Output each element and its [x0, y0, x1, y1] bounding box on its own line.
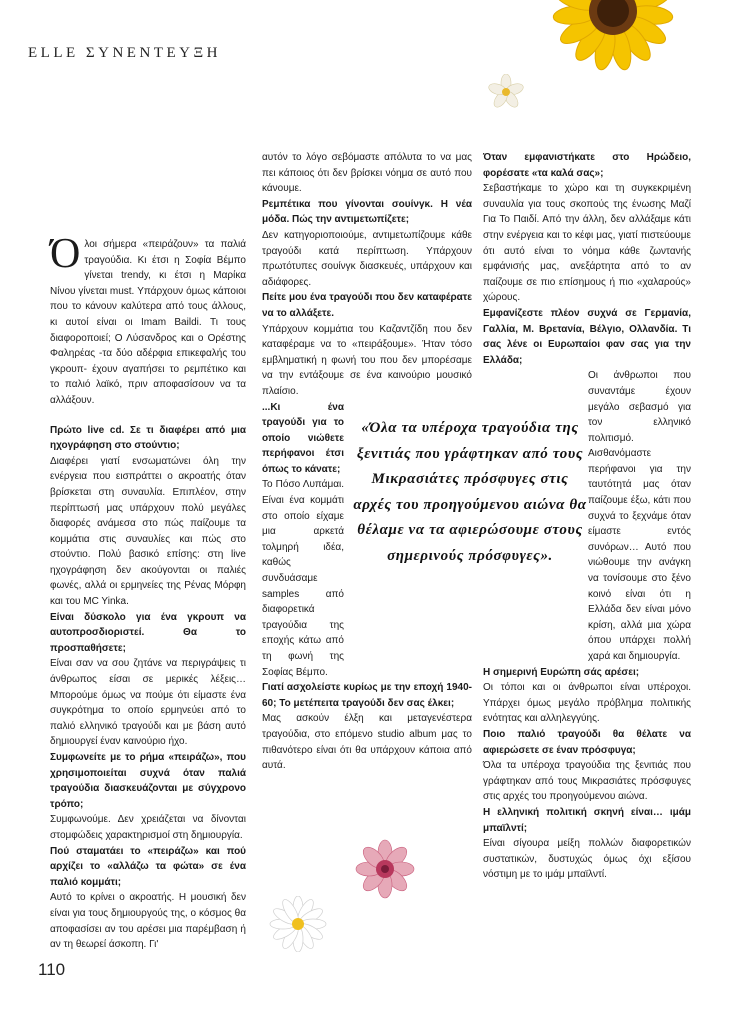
answer: Είναι σαν να σου ζητάνε να περιγράψεις τι άνθρωπος είσαι σε μερικές λέξεις… Μπορούμε όμως να πούμε ότι είμαστε ένα συγκρότημα το οποίο ερμηνεύει από το παλιό ελληνικό τραγούδι και με βάση αυτό δημιουργεί έναν καινούριο ήχο.	[50, 658, 246, 748]
daisy-image	[262, 896, 334, 952]
article-column-1	[50, 231, 246, 953]
answer: Μας ασκούν έλξη και μεταγενέστερα τραγούδια, στο επόμενο studio album μας το πιθανότερο είναι ότι θα υπάρχουν κάποια από αυτά.	[262, 713, 472, 772]
answer: Οι άνθρωποι που συναντάμε έχουν μεγάλο σεβασμό για τον ελληνικό πολιτισμό. Αισθανόμαστε περήφανοι για την ταυτότητά μας όταν παίζουμε έξω, κάτι που συχνά το ξεχνάμε όταν είμαστε εντός συνόρων… Αυτό που νιώθουμε την ανάγκη να τονίσουμε στο ξένο κοινό είναι ότι η Ελλάδα δεν είναι μόνο κρίση, αλλά μια χώρα όπου υπάρχει πολλή χαρά και δημιουργία.	[483, 368, 691, 664]
pink-flower-image	[354, 838, 416, 900]
intro-paragraph	[50, 231, 246, 409]
section-header: ELLE ΣΥΝΕΝΤΕΥΞΗ	[28, 45, 221, 61]
question: Πρώτο live cd. Σε τι διαφέρει από μια ηχογράφηση στο στούντιο;	[50, 424, 246, 452]
answer: Είναι σίγουρα μείξη πολλών διαφορετικών συστατικών, δυστυχώς όμως όχι εξίσου νόστιμη με το ιμάμ μπαϊλντί.	[483, 838, 691, 881]
question: Όταν εμφανιστήκατε στο Ηρώδειο, φορέσατε «τα καλά σας»;	[483, 152, 691, 179]
question: Η σημερινή Ευρώπη σάς αρέσει;	[483, 666, 640, 678]
question: Η ελληνική πολιτική σκηνή είναι… ιμάμ μπαϊλντί;	[483, 806, 691, 834]
answer: Σεβαστήκαμε το χώρο και τη συγκεκριμένη συναυλία για τους σκοπούς της ένωσης Μαζί Για Το Παιδί. Από την άλλη, δεν αλλάξαμε κάτι στην ενέργεια και το κέφι μας, γιατί πιστεύουμε ότι αυτό είναι το νόημα κάθε ζωντανής εμφάνισής μας, ανεξάρτητα από το αν παίζουμε σε πιο επίσημους ή πιο «χαλαρούς» χώρους.	[483, 183, 691, 304]
sunflower-image	[538, 0, 688, 76]
answer: Όλα τα υπέροχα τραγούδια της ξενιτιάς που γράφτηκαν από τους Μικρασιάτες πρόσφυγες στις αρχές του προηγούμενου αιώνα.	[483, 760, 691, 803]
question: Εμφανίζεστε πλέον συχνά σε Γερμανία, Γαλλία, Μ. Βρετανία, Βέλγιο, Ολλανδία. Τι σας λένε οι Ευρωπαίοι φαν σας για την Ελλάδα;	[483, 307, 691, 366]
pull-quote: «Όλα τα υπέροχα τραγούδια της ξενιτιάς που γράφτηκαν από τους Μικρασιάτες πρόσφυγες στις αρχές του προηγούμενου αιώνα θα θέλαμε να τα αφιερώσουμε στους σημερινούς πρόσφυγες».	[353, 420, 587, 564]
intro-text: λοι σήμερα «πειράζουν» τα παλιά τραγούδια. Κι έτσι η Σοφία Βέμπο γίνεται trendy, κι έτσι η Μαρίκα Νίνου γίνεται must. Υπάρχουν όμως κάποιοι που το κάνουν καλύτερα από τους άλλους, κι αυτοί είναι οι Imam Baildi. Τι τους διαφοροποιεί; Ο Λύσανδρος και ο Ορέστης Φαληρέας -τα δύο αδέρφια επικεφαλής του γκρουπ- έχουν αγαπήσει το ρεμπέτικο και το παλιό λαϊκό, πριν αποφασίσουν να τα αλλάξουν.	[50, 239, 246, 406]
question: Πού σταματάει το «πειράζω» και πού αρχίζει το «αλλάζω τα φώτα» σε ένα παλιό κομμάτι;	[50, 845, 246, 888]
question: Ποιο παλιό τραγούδι θα θέλατε να αφιερώσετε σε έναν πρόσφυγα;	[483, 728, 691, 756]
answer: Δεν κατηγοριοποιούμε, αντιμετωπίζουμε κάθε τραγούδι κατά περίπτωση. Υπάρχουν πρωτότυπες σουίνγκ διασκευές, υπάρχουν και αδιάφορες.	[262, 229, 472, 288]
narrow-text-block	[262, 400, 344, 681]
question: Πείτε μου ένα τραγούδι που δεν καταφέρατε να το αλλάξετε.	[262, 292, 472, 319]
answer: Αυτό το κρίνει ο ακροατής. Η μουσική δεν είναι για τους δημιουργούς της, ο κόσμος θα αποφασίσει αν του αρέσει μια παρέμβαση ή αν τη θεωρεί άσκοπη. Γι'	[50, 892, 246, 951]
question: Συμφωνείτε με το ρήμα «πειράζω», που χρησιμοποιείται συχνά όταν παλιά τραγούδια διασκευάζονται με σύγχρονο τρόπο;	[50, 752, 246, 810]
answer: Διαφέρει γιατί ενσωματώνει όλη την ενέργεια που εισπράττει ο ακροατής όταν βρίσκεται στη συναυλία. Επιπλέον, στην περίπτωσή μας υπάρχουν πολύ μεγάλες διαφορές ανάμεσα στο πώς παίζουμε τα κομμάτια στις συναυλίες και πώς στο στούντιο. Πολύ βασικό επίσης: στη live ηχογράφηση δεν ακούγονται οι παλιές φωνές, αλλά οι ερμηνείες της Ρένας Μόρφη και του MC Yinka.	[50, 455, 246, 608]
question: Γιατί ασχολείστε κυρίως με την εποχή 1940-60; Το μετέπειτα τραγούδι δεν σας έλκει;	[262, 682, 472, 709]
answer: αυτόν το λόγο σεβόμαστε απόλυτα το να μας πει κάποιος ότι δεν βρίσκει νόημα σε αυτό που κάνουμε.	[262, 152, 472, 195]
question: Ρεμπέτικα που γίνονται σουίνγκ. Η νέα μόδα. Πώς την αντιμετωπίζετε;	[262, 198, 472, 226]
answer: Το Πόσο Λυπάμαι. Είναι ένα κομμάτι στο οποίο είχαμε μια αρκετά τολμηρή ιδέα, καθώς συνδυάσαμε samples από διαφορετικά τραγούδια της εποχής κάτω από τη φωνή της Σοφίας Βέμπο.	[262, 479, 344, 678]
question: Είναι δύσκολο για ένα γκρουπ να αυτοπροσδιοριστεί. Θα το προσπαθήσετε;	[50, 611, 246, 654]
drop-cap: Ό	[50, 231, 81, 277]
question: ...Κι ένα τραγούδι για το οποίο νιώθετε περήφανοι έτσι όπως το κάνατε;	[262, 401, 344, 475]
answer: Συμφωνούμε. Δεν χρειάζεται να δίνονται στομφώδεις χαρακτηρισμοί στη δημιουργία.	[50, 814, 246, 841]
page-number: 110	[38, 960, 66, 979]
answer: Οι τόποι και οι άνθρωποι είναι υπέροχοι. Υπάρχει όμως μεγάλο πρόβλημα πολιτικής ενότητας και αλληλεγγύης.	[483, 682, 691, 725]
small-white-flower-image	[484, 74, 528, 110]
answer: Υπάρχουν κομμάτια του Καζαντζίδη που δεν καταφέραμε να το «πειράξουμε». Ήταν τόσο εμβληματική η φωνή του που δεν μπορέσαμε να την εντάξουμε σε ένα καινούριο μουσικό πλαίσιο.	[262, 323, 472, 397]
